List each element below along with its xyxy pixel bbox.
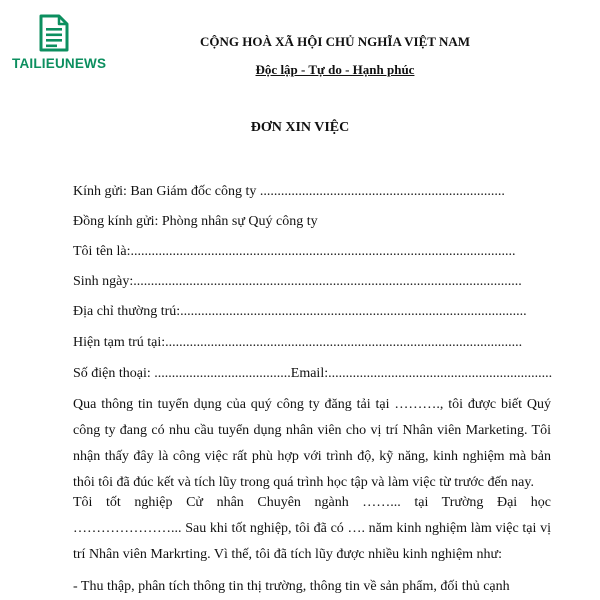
field-kinh-gui: Kính gửi: Ban Giám đốc công ty ...................................................................... xyxy=(73,184,505,199)
field-so-dien-thoai: Số điện thoại: .......................................Email:................................................................ xyxy=(73,366,553,381)
bullet-item: - Thu thập, phân tích thông tin thị trường, thông tin về sản phẩm, đối thủ cạnh xyxy=(73,579,510,594)
field-ten: Tôi tên là:.............................................................................................................. xyxy=(73,244,516,259)
field-sinh-ngay: Sinh ngày:............................................................................................................... xyxy=(73,274,522,289)
field-dong-kinh-gui: Đồng kính gửi: Phòng nhân sự Quý công ty xyxy=(73,214,318,229)
field-dia-chi: Địa chỉ thường trú:................................................................................................... xyxy=(73,304,527,319)
nation-heading: CỘNG HOÀ XÃ HỘI CHỦ NGHĨA VIỆT NAM xyxy=(199,34,471,49)
document-title: ĐƠN XIN VIỆC xyxy=(250,120,350,135)
document-icon xyxy=(39,14,69,52)
motto-text: Độc lập - Tự do - Hạnh phúc xyxy=(255,62,415,77)
logo-text: TAILIEUNEWS xyxy=(12,56,107,71)
paragraph-intro: Qua thông tin tuyển dụng của quý công ty đăng tải tại ………., tôi được biết Quý công ty đang có nhu cầu tuyển dụng nhân viên cho vị trí Nhân viên Marketing. Tôi nhận thấy đây là công việc rất phù hợp với trình độ, kỹ năng, kinh nghiệm mà bản thôi tôi đã đúc kết và tích lũy trong quá trình học tập và làm việc từ trước đến nay. xyxy=(73,397,551,490)
paragraph-education: Tôi tốt nghiệp Cử nhân Chuyên ngành ……... tại Trường Đại học …………………... Sau khi tốt nghiệp, tôi đã có …. năm kinh nghiệm làm việc tại vị trí Nhân viên Markrting. Vì thế, tôi đã tích lũy được nhiều kinh nghiệm như: xyxy=(73,495,551,562)
field-tam-tru: Hiện tạm trú tại:...................................................................................................... xyxy=(73,335,523,350)
motto xyxy=(150,62,520,78)
